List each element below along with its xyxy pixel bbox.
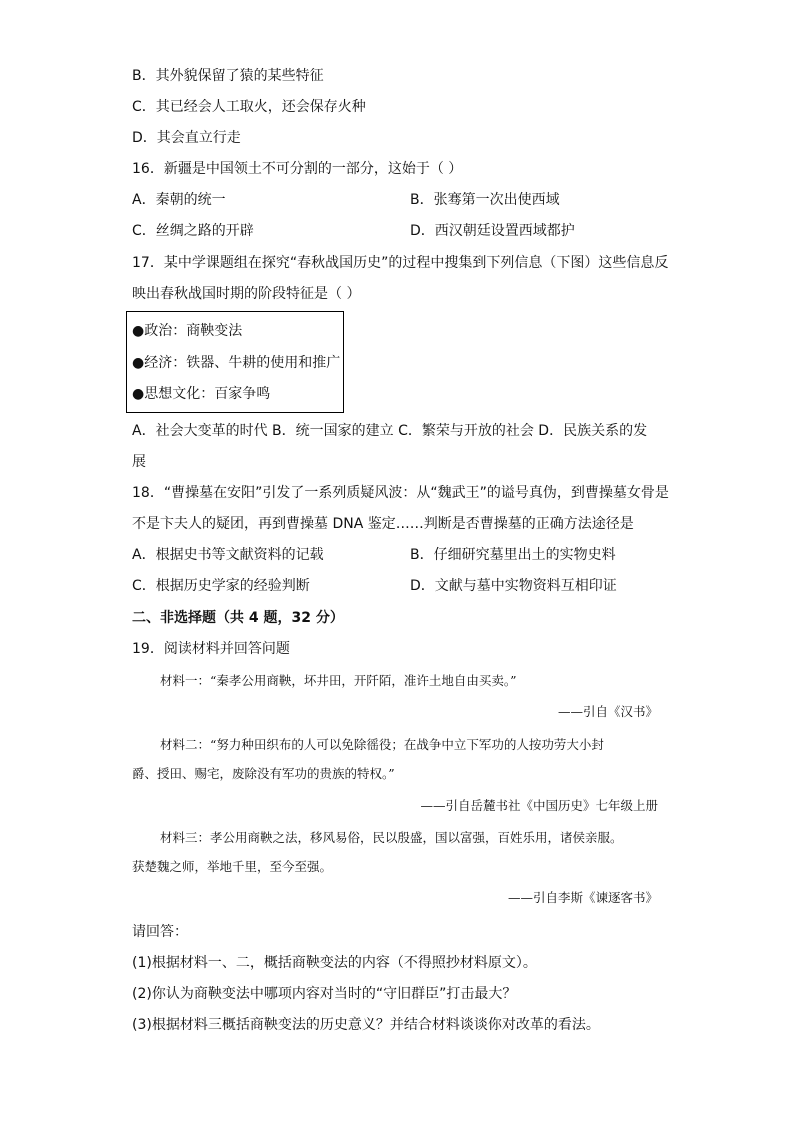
material-three-line1: 材料三：孝公用商鞅之法，移风易俗，民以殷盛，国以富强，百姓乐用，诸侯亲服。 <box>160 830 623 845</box>
material-three-line2: 获楚魏之师，举地千里，至今至强。 <box>132 859 333 874</box>
material-one-text: 材料一：“秦孝公用商鞅，坏井田，开阡陌，准许土地自由买卖。” <box>160 673 517 688</box>
material-two-line2: 爵、授田、赐宅，废除没有军功的贵族的特权。” <box>132 766 395 781</box>
q18-option-b: B．仔细研究墓里出土的实物史料 <box>410 547 616 563</box>
material-two-source: ——引自岳麓书社《中国历史》七年级上册 <box>420 798 658 813</box>
q15-option-c: C．其已经会人工取火，还会保存火种 <box>132 99 366 115</box>
q19-stem: 19．阅读材料并回答问题 <box>132 641 290 657</box>
info-box-item: ●经济：铁器、牛耕的使用和推广 <box>132 355 341 371</box>
material-one-source: ——引自《汉书》 <box>557 704 658 719</box>
info-box-item: ●政治：商鞅变法 <box>132 323 243 339</box>
sub-question-3: (3)根据材料三概括商鞅变法的历史意义？并结合材料谈谈你对改革的看法。 <box>132 1017 600 1033</box>
sub-question-1: (1)根据材料一、二，概括商鞅变法的内容（不得照抄材料原文）。 <box>132 955 537 971</box>
q17-options-line2: 展 <box>132 454 146 470</box>
q15-option-b: B．其外貌保留了猿的某些特征 <box>132 68 324 84</box>
answer-prompt: 请回答： <box>132 924 188 940</box>
q18-option-a: A．根据史书等文献资料的记载 <box>132 547 324 563</box>
section-heading: 二、非选择题（共 4 题，32 分） <box>132 610 344 626</box>
q17-options-line1: A．社会大变革的时代 B．统一国家的建立 C．繁荣与开放的社会 D．民族关系的发 <box>132 423 648 439</box>
q17-info-box <box>126 311 344 413</box>
q16-option-b: B．张骞第一次出使西域 <box>410 192 560 208</box>
q16-option-c: C．丝绸之路的开辟 <box>132 223 254 239</box>
q18-option-c: C．根据历史学家的经验判断 <box>132 578 310 594</box>
info-box-item: ●思想文化：百家争鸣 <box>132 386 271 402</box>
q16-option-a: A．秦朝的统一 <box>132 192 226 208</box>
sub-question-2: (2)你认为商鞅变法中哪项内容对当时的“守旧群臣”打击最大？ <box>132 986 517 1002</box>
q15-option-d: D．其会直立行走 <box>132 130 241 146</box>
q17-stem-line2: 映出春秋战国时期的阶段特征是（ ） <box>132 286 361 302</box>
q18-stem-line1: 18．“曹操墓在安阳”引发了一系列质疑风波：从“魏武王”的谥号真伪，到曹操墓女骨是 <box>132 485 669 501</box>
material-two-line1: 材料二：“努力种田织布的人可以免除徭役；在战争中立下军功的人按功劳大小封 <box>160 737 604 752</box>
q17-stem-line1: 17．某中学课题组在探究“春秋战国历史”的过程中搜集到下列信息（下图）这些信息反 <box>132 255 669 271</box>
q18-option-d: D．文献与墓中实物资料互相印证 <box>410 578 617 594</box>
q18-stem-line2: 不是卞夫人的疑团，再到曹操墓 DNA 鉴定……判断是否曹操墓的正确方法途径是 <box>132 516 634 532</box>
material-three-source: ——引自李斯《谏逐客书》 <box>507 890 658 905</box>
q16-stem: 16．新疆是中国领土不可分割的一部分，这始于（ ） <box>132 161 463 177</box>
q16-option-d: D．西汉朝廷设置西域都护 <box>410 223 575 239</box>
